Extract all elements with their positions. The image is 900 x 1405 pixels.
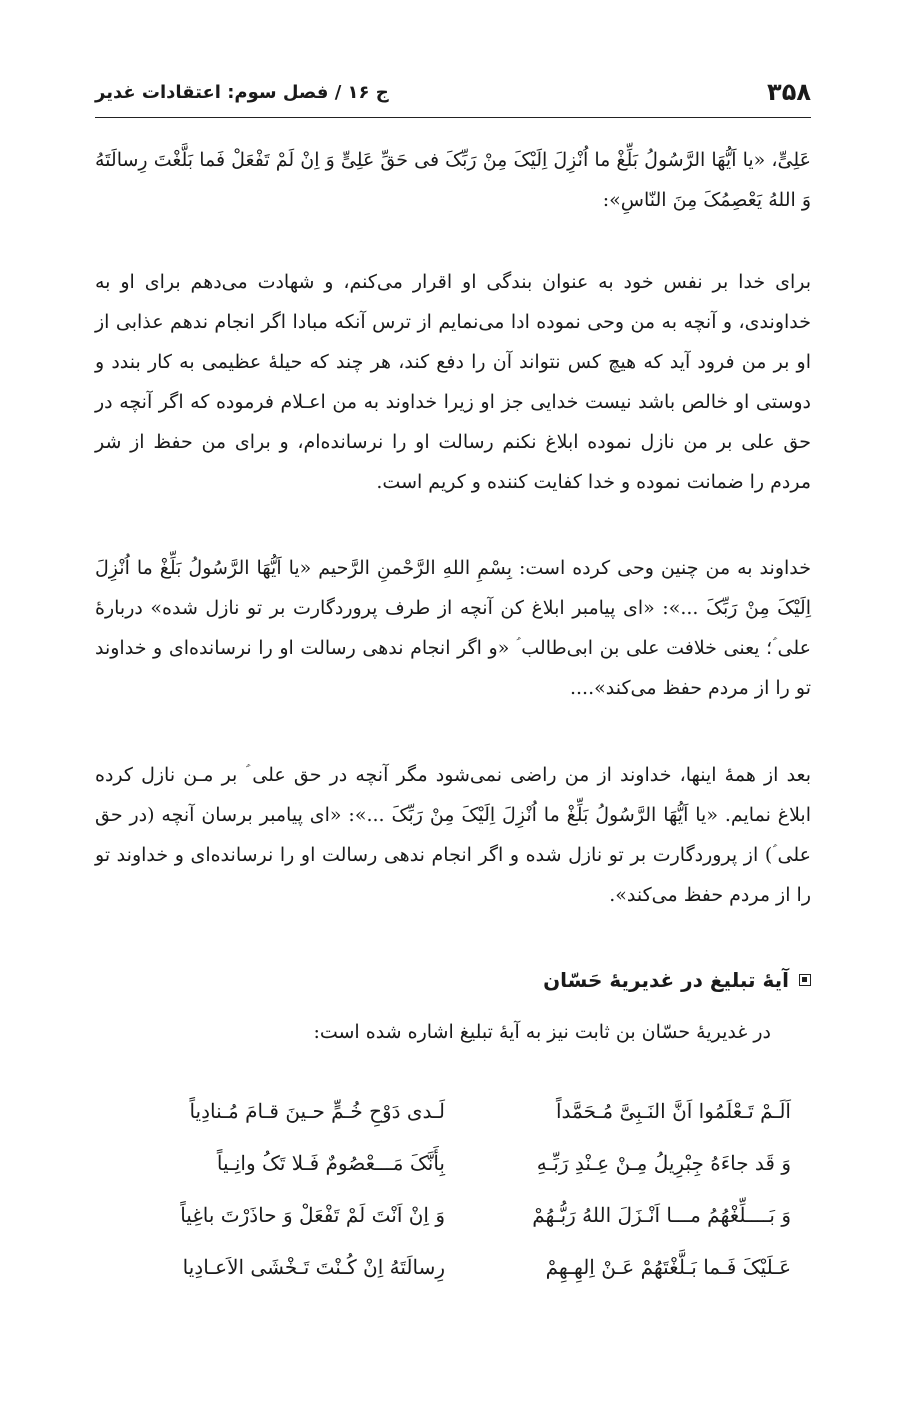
poem-verse <box>95 1137 811 1189</box>
poem-verse <box>95 1241 811 1293</box>
page-number: ۳۵۸ <box>767 78 811 106</box>
paragraph-conclusion: بعد از همهٔ اینها، خداوند از من راضی نمی‌شود مگر آنچه در حق علی ؑ بر مـن نازل کرده ابلاغ نمایم. «یا اَیُّهَا الرَّسُولُ بَلِّغْ ما اُنْزِلَ اِلَیْکَ مِنْ رَبِّکَ ...»: «ای پیامبر برسان آنچه (در حق علی ؑ) از پروردگارت بر تو نازل شده و اگر انجام ندهی رسالت او را نرسانده‌ای و خداوند تو را از مردم حفظ می‌کند». <box>95 764 811 906</box>
verse-second-hemistich: لَـدی دَوْحِ خُـمٍّ حـینَ قـامَ مُـنادِیاً <box>189 1099 445 1123</box>
verse-second-hemistich: رِسالَتَهُ اِنْ کُـنْتَ تَـخْشَی الاَعـادِیا <box>182 1255 445 1279</box>
verse-second-hemistich: وَ اِنْ اَنْتَ لَمْ تَفْعَلْ وَ حاذَرْتَ باغِیاً <box>180 1203 445 1227</box>
verse-first-hemistich: وَ قَد جاءَهُ جِبْرِیلُ مِـنْ عِـنْدِ رَبِّـهِ <box>536 1151 791 1175</box>
verse-first-hemistich: وَ بَــــلِّغْهُمُ مـــا اَنْـزَلَ اللهُ رَبُّـهُمْ <box>532 1203 791 1227</box>
poem <box>95 1085 811 1293</box>
section-heading <box>543 968 811 992</box>
verse-first-hemistich: عَـلَیْکَ فَـما بَـلَّغْتَهُمْ عَـنْ اِلهِـهِمْ <box>545 1255 791 1279</box>
poem-verse <box>95 1085 811 1137</box>
poem-verse <box>95 1189 811 1241</box>
section-heading-text: آیهٔ تبلیغ در غدیریهٔ حَسّان <box>543 968 789 992</box>
verse-second-hemistich: بِأَنَّکَ مَـــعْصُومٌ فَـلا تَکُ وانِـیاً <box>216 1151 445 1175</box>
paragraph-revelation: خداوند به من چنین وحی کرده است: بِسْمِ اللهِ الرَّحْمنِ الرَّحیم «یا اَیُّهَا الرَّسُولُ بَلِّغْ ما اُنْزِلَ اِلَیْکَ مِنْ رَبِّکَ ...»: «ای پیامبر ابلاغ کن آنچه از طرف پروردگارت بر تو نازل شده» دربارهٔ علی ؑ؛ یعنی خلافت علی بن ابی‌طالب ؑ «و اگر انجام ندهی رسالت او را نرسانده‌ای و خداوند تو را از مردم حفظ می‌کند».... <box>95 557 811 699</box>
running-title: ج ۱۶ / فصل سوم: اعتقادات غدیر <box>95 81 389 103</box>
section-intro: در غدیریهٔ حسّان بن ثابت نیز به آیهٔ تبلیغ اشاره شده است: <box>313 1021 771 1043</box>
square-bullet-icon <box>799 974 811 986</box>
paragraph-testimony: برای خدا بر نفس خود به عنوان بندگی او اقرار می‌کنم، و شهادت می‌دهم برای او به خداوندی، و آنچه به من وحی نموده ادا می‌نمایم از ترس آنکه مبادا اگر انجام ندهم عذابی از او بر من فرود آید که هیچ کس نتواند آن را دفع کند، هر چند که حیلهٔ عظیمی به کار بندد و دوستی او خالص باشد نیست خدایی جز او زیرا خداوند به من اعـلام فرموده که اگر آنچه در حق علی بر من نازل نموده ابلاغ نکنم رسالت او را نرسانده‌ام، و برای من حفظ از شر مردم را ضمانت نموده و خدا کفایت کننده و کریم است. <box>95 271 811 493</box>
header-divider <box>95 117 811 118</box>
verse-first-hemistich: اَلَـمْ تَـعْلَمُوا اَنَّ النَـبِیَّ مُـحَمَّداً <box>556 1099 791 1123</box>
document-page <box>95 0 811 1405</box>
paragraph-quran-quote: عَلِیٍّ، «یا اَیُّهَا الرَّسُولُ بَلِّغْ ما اُنْزِلَ اِلَیْکَ مِنْ رَبِّکَ فی حَقِّ عَلِیٍّ وَ اِنْ لَمْ تَفْعَلْ فَما بَلَّغْتَ رِسالَتَهُ وَ اللهُ یَعْصِمُکَ مِنَ النّاسِ»: <box>95 149 811 211</box>
running-header <box>95 72 811 112</box>
